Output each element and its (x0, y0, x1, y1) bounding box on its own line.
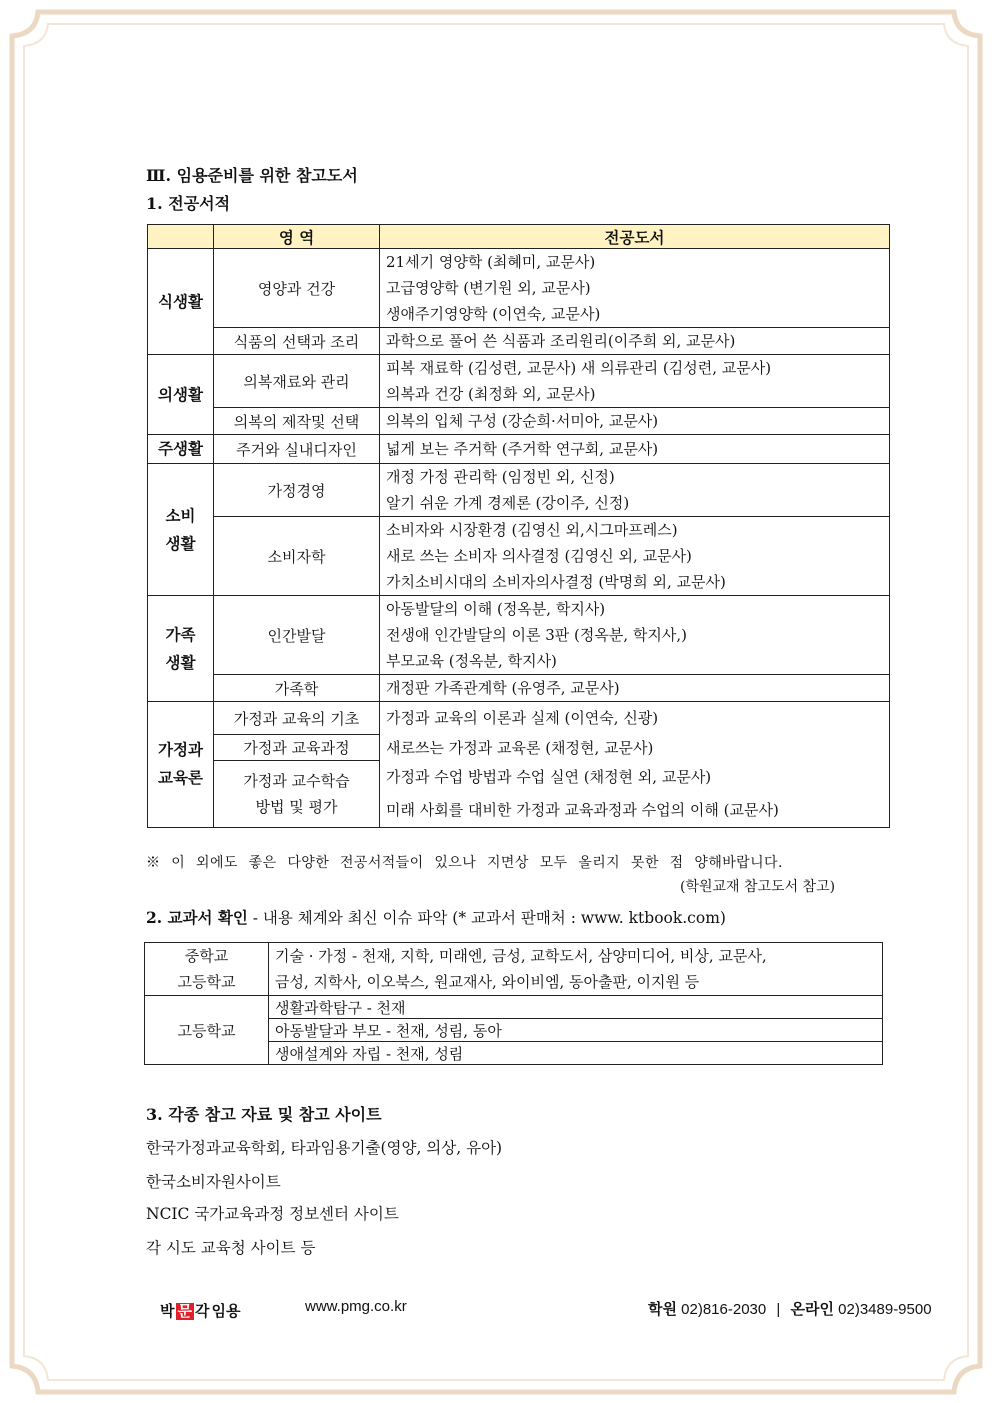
note-text: ※ 이 외에도 좋은 다양한 전공서적들이 있으나 지면상 모두 올리지 못한 점 양해바랍니다. (146, 855, 783, 871)
book-item: 고급영양학 (변기원 외, 교문사) (386, 279, 591, 297)
brand-logo: 박 문 각 임용 (160, 1303, 241, 1320)
header-books: 전공도서 (380, 225, 890, 249)
sub-area-line: 가정과 교수학습 (243, 771, 350, 790)
area-cell (148, 702, 214, 828)
book-item: 21세기 영양학 (최혜미, 교문사) (386, 253, 596, 271)
area-cell (148, 596, 214, 702)
table-row (148, 328, 890, 355)
sub-area-cell: 식품의 선택과 조리 (214, 328, 380, 355)
book-item: 과학으로 풀어 쓴 식품과 조리원리(이주희 외, 교문사) (386, 332, 736, 350)
books-cell (380, 675, 890, 702)
table-row (148, 408, 890, 435)
publisher-line: 생애설계와 자립 - 천재, 성림 (269, 1042, 883, 1065)
online-phone: 02)3489-9500 (838, 1301, 932, 1318)
publisher-line: 기술 · 가정 - 천재, 지학, 미래엔, 금성, 교학도서, 삼양미디어, 비상, 교문사, (275, 947, 767, 965)
book-item: 가치소비시대의 소비자의사결정 (박명희 외, 교문사) (386, 573, 726, 591)
book-item: 생애주기영양학 (이연숙, 교문사) (386, 305, 601, 323)
books-cell (380, 517, 890, 596)
subsection-textbooks-title: 2. 교과서 확인 (146, 908, 248, 927)
website-link[interactable]: www.pmg.co.kr (305, 1298, 407, 1315)
school-label: 중학교 (184, 947, 229, 965)
major-books-table (147, 224, 890, 828)
book-item: 의복과 건강 (최정화 외, 교문사) (386, 385, 596, 403)
table-row (145, 943, 883, 996)
contact-info (648, 1298, 932, 1319)
area-cell: 의생활 (148, 355, 214, 435)
books-cell (380, 249, 890, 328)
books-cell (380, 328, 890, 355)
reference-item: 한국가정과교육학회, 타과임용기출(영양, 의상, 유아) (146, 1139, 503, 1157)
book-item: 의복의 입체 구성 (강순희·서미아, 교문사) (386, 412, 659, 430)
online-label: 온라인 (790, 1301, 834, 1318)
table-row (148, 355, 890, 408)
sub-area-cell: 가정경영 (214, 464, 380, 517)
table-row (148, 675, 890, 702)
publisher-line: 아동발달과 부모 - 천재, 성림, 동아 (269, 1019, 883, 1042)
header-area: 영 역 (214, 225, 380, 249)
contact-separator: | (776, 1301, 781, 1318)
table-row (148, 596, 890, 675)
sub-area-cell (214, 761, 380, 828)
book-item: 개정판 가족관계학 (유영주, 교문사) (386, 679, 620, 697)
table-header-row (148, 225, 890, 249)
area-label-line: 소비 (165, 505, 196, 525)
subsection-textbooks (146, 906, 726, 928)
area-label-line: 생활 (165, 652, 196, 672)
area-cell: 주생활 (148, 435, 214, 464)
books-cell (380, 435, 890, 464)
books-cell (380, 761, 890, 828)
publisher-line: 생활과학탐구 - 천재 (269, 996, 883, 1019)
sub-area-cell: 가정과 교육의 기초 (214, 702, 380, 735)
sub-area-cell: 주거와 실내디자인 (214, 435, 380, 464)
books-cell (380, 464, 890, 517)
sub-area-cell: 인간발달 (214, 596, 380, 675)
sub-area-cell: 영양과 건강 (214, 249, 380, 328)
book-item: 넓게 보는 주거학 (주거학 연구회, 교문사) (386, 440, 659, 458)
table-row (148, 464, 890, 517)
book-item: 가정과 교육의 이론과 실제 (이연숙, 신광) (386, 709, 659, 728)
subsection-textbooks-desc: - 내용 체계와 최신 이슈 파악 (* 교과서 판매처 : www. ktbook.com) (247, 909, 726, 927)
books-cell (380, 408, 890, 435)
academy-label: 학원 (648, 1301, 677, 1318)
sub-area-cell: 의복재료와 관리 (214, 355, 380, 408)
publishers-cell (269, 943, 883, 996)
area-cell (148, 464, 214, 596)
book-item: 전생애 인간발달의 이론 3판 (정옥분, 학지사,) (386, 626, 687, 644)
table-row (148, 517, 890, 596)
book-item: 아동발달의 이해 (정옥분, 학지사) (386, 600, 606, 618)
sub-area-cell: 의복의 제작및 선택 (214, 408, 380, 435)
book-item: 알기 쉬운 가계 경제론 (강이주, 신정) (386, 494, 630, 512)
publisher-line: 금성, 지학사, 이오북스, 원교재사, 와이비엠, 동아출판, 이지원 등 (275, 973, 700, 991)
sub-area-cell: 소비자학 (214, 517, 380, 596)
area-cell: 식생활 (148, 249, 214, 355)
table-row (148, 435, 890, 464)
table-row (148, 761, 890, 828)
area-label-line: 가정과 (158, 740, 203, 760)
subsection-references: 3. 각종 참고 자료 및 참고 사이트 (146, 1105, 382, 1124)
reference-item: 한국소비자원사이트 (146, 1173, 281, 1191)
school-cell (145, 943, 269, 996)
table-row (148, 735, 890, 761)
book-item: 개정 가정 관리학 (임정빈 외, 신정) (386, 468, 615, 486)
subsection-major-books: 1. 전공서적 (146, 194, 231, 213)
reference-item: NCIC 국가교육과정 정보센터 사이트 (146, 1205, 399, 1223)
reference-item: 각 시도 교육청 사이트 등 (146, 1239, 316, 1257)
books-cell (380, 735, 890, 761)
section-title: Ⅲ. 임용준비를 위한 참고도서 (146, 166, 358, 185)
area-label-line: 교육론 (158, 768, 203, 788)
table-row (148, 249, 890, 328)
table-row (148, 702, 890, 735)
table-row (145, 996, 883, 1019)
sub-area-cell: 가족학 (214, 675, 380, 702)
academy-phone: 02)816-2030 (681, 1301, 767, 1318)
textbook-table (144, 942, 883, 1065)
sub-area-line: 방법 및 평가 (255, 797, 338, 816)
area-label-line: 생활 (165, 533, 196, 553)
school-cell: 고등학교 (145, 996, 269, 1065)
sub-area-cell: 가정과 교육과정 (214, 735, 380, 761)
books-cell (380, 596, 890, 675)
book-item: 새로쓰는 가정과 교육론 (채정현, 교문사) (386, 738, 654, 757)
school-label: 고등학교 (177, 973, 236, 991)
book-item: 피복 재료학 (김성련, 교문사) 새 의류관리 (김성련, 교문사) (386, 359, 772, 377)
books-cell (380, 355, 890, 408)
book-item: 소비자와 시장환경 (김영신 외,시그마프레스) (386, 521, 678, 539)
books-cell (380, 702, 890, 735)
book-item: 부모교육 (정옥분, 학지사) (386, 652, 557, 670)
book-item: 새로 쓰는 소비자 의사결정 (김영신 외, 교문사) (386, 547, 692, 565)
book-item: 미래 사회를 대비한 가정과 교육과정과 수업의 이해 (교문사) (386, 800, 779, 819)
book-item: 가정과 수업 방법과 수업 실연 (채정현 외, 교문사) (386, 767, 712, 786)
area-label-line: 가족 (165, 624, 196, 644)
note-source: (학원교재 참고도서 참고) (680, 879, 836, 895)
